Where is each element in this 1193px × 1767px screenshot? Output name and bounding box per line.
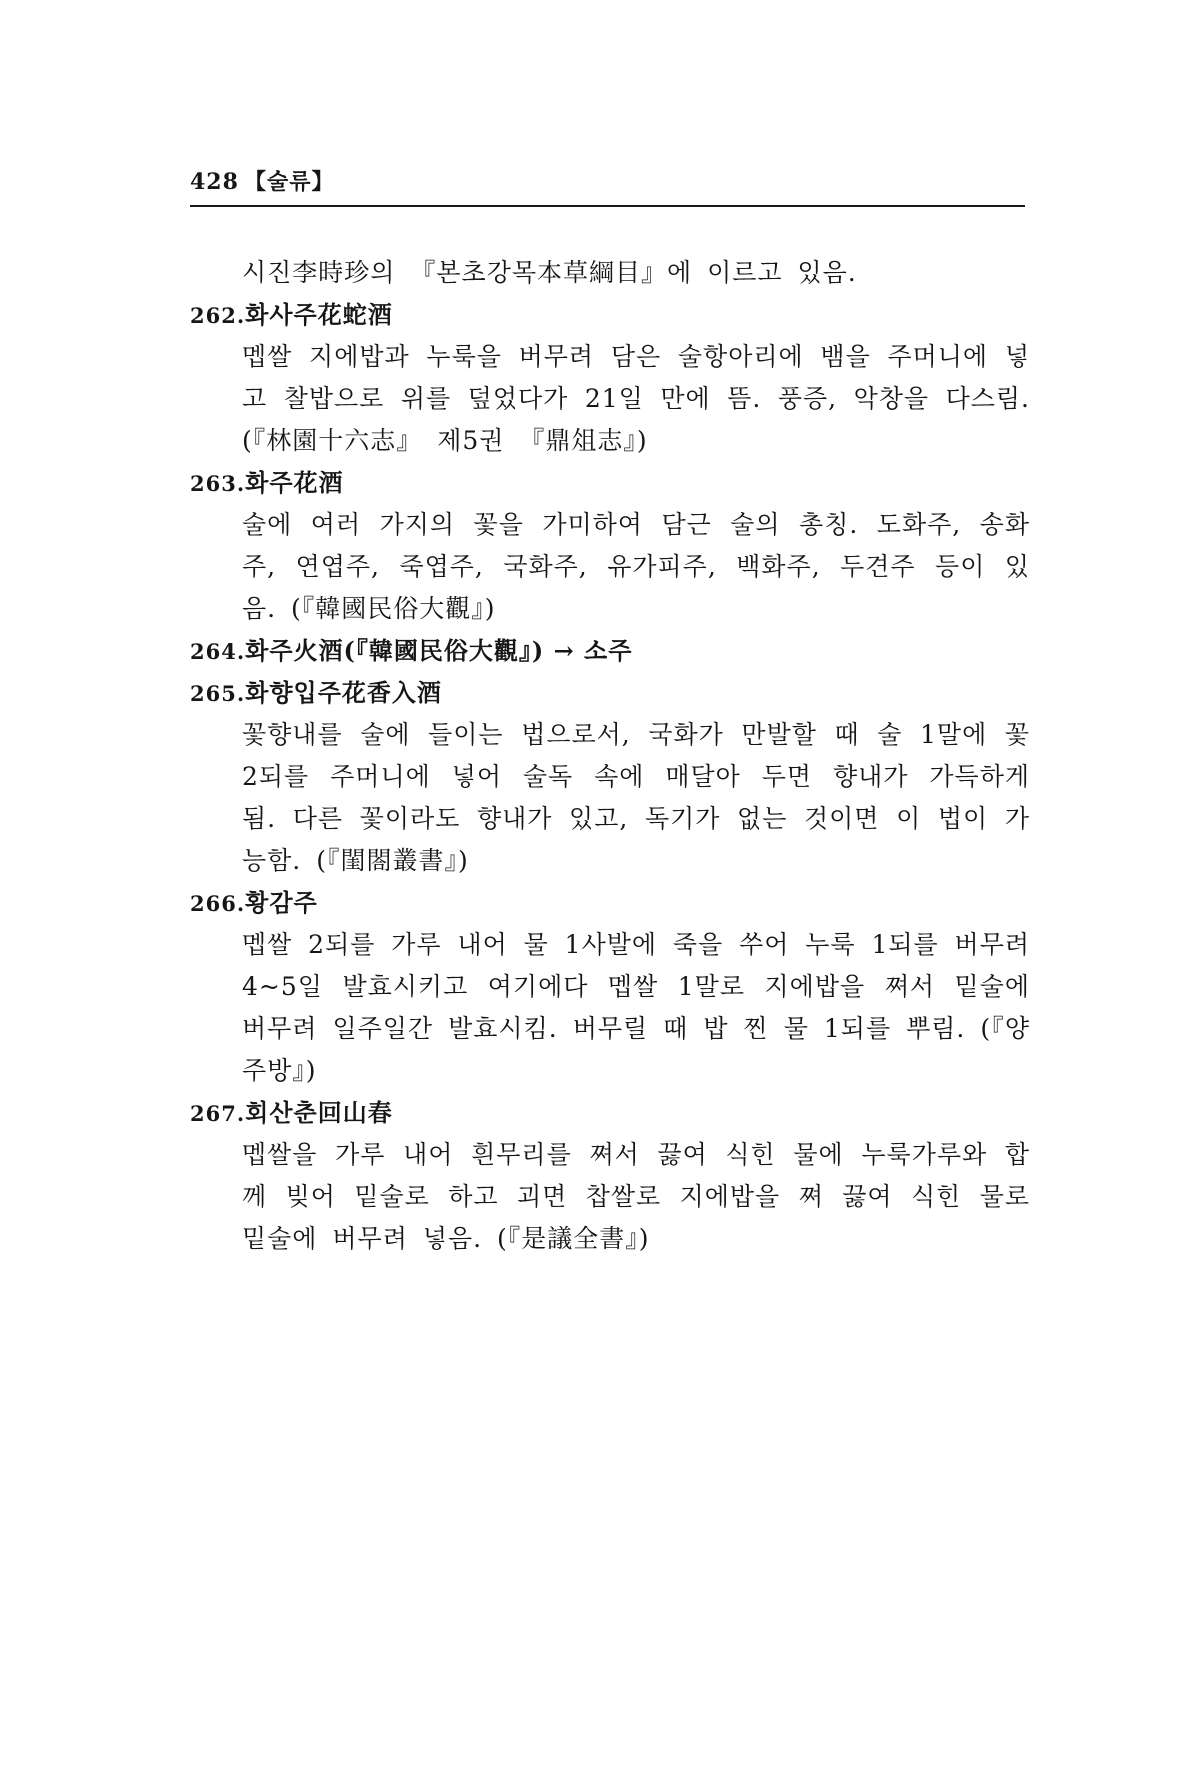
- header-rule: [190, 205, 1025, 207]
- body-text-line: 버무려 일주일간 발효시킴. 버무릴 때 밥 찐 물 1되를 뿌림. (『양: [242, 1014, 1030, 1043]
- body-text-line: 주, 연엽주, 죽엽주, 국화주, 유가피주, 백화주, 두견주 등이 있: [242, 552, 1030, 581]
- entry-heading: [190, 294, 1040, 336]
- body-text-line: 술에 여러 가지의 꽃을 가미하여 담근 술의 총칭. 도화주, 송화: [242, 510, 1030, 539]
- body-text-line: 멥쌀 지에밥과 누룩을 버무려 담은 술항아리에 뱀을 주머니에 넣: [242, 342, 1030, 371]
- entry-heading: [190, 882, 1040, 924]
- body-text-line: 능함. (『閨閤叢書』): [242, 846, 469, 875]
- entry-title: 화주火酒(『韓國民俗大觀』) → 소주: [245, 636, 633, 665]
- body-text-line: 됨. 다른 꽃이라도 향내가 있고, 독기가 없는 것이면 이 법이 가: [242, 804, 1030, 833]
- entry-heading: [190, 462, 1040, 504]
- section-title: 【술류】: [244, 169, 335, 195]
- entry-title: 황감주: [245, 888, 318, 917]
- entry-number: 266.: [190, 891, 246, 916]
- entry-title: 화주花酒: [245, 468, 344, 497]
- body-text-line: 고 찰밥으로 위를 덮었다가 21일 만에 뜸. 풍증, 악창을 다스림.: [242, 384, 1030, 413]
- entry-number: 267.: [190, 1101, 246, 1126]
- page-header: [190, 165, 1025, 209]
- entry-title: 회산춘回山春: [245, 1098, 393, 1127]
- body-text-line: 꽃향내를 술에 들이는 법으로서, 국화가 만발할 때 술 1말에 꽃: [242, 720, 1030, 749]
- entry-number: 265.: [190, 681, 246, 706]
- page-number: 428: [190, 169, 239, 195]
- entry-title: 화사주花蛇酒: [245, 300, 393, 329]
- body-text-line: 2되를 주머니에 넣어 술독 속에 매달아 두면 향내가 가득하게: [242, 762, 1030, 791]
- body-text-line: 께 빚어 밑술로 하고 괴면 찹쌀로 지에밥을 쪄 끓여 식힌 물로: [242, 1182, 1030, 1211]
- body-text-line: 음. (『韓國民俗大觀』): [242, 594, 496, 623]
- body-text-line: 멥쌀을 가루 내어 흰무리를 쪄서 끓여 식힌 물에 누룩가루와 합: [242, 1140, 1030, 1169]
- entry-heading: [190, 672, 1040, 714]
- entry-number: 264.: [190, 639, 246, 664]
- entry-heading: [190, 630, 1040, 672]
- body-text-line: 밑술에 버무려 넣음. (『是議全書』): [242, 1224, 650, 1253]
- body-text-line: 4~5일 발효시키고 여기에다 멥쌀 1말로 지에밥을 쪄서 밑술에: [242, 972, 1030, 1001]
- page-body: [190, 252, 1040, 1260]
- entry-number: 263.: [190, 471, 246, 496]
- body-text-line: 주방』): [242, 1056, 317, 1085]
- body-text-line: 멥쌀 2되를 가루 내어 물 1사발에 죽을 쑤어 누룩 1되를 버무려: [242, 930, 1030, 959]
- entry-title: 화향입주花香入酒: [245, 678, 442, 707]
- body-text-line: (『林園十六志』 제5권 『鼎俎志』): [242, 426, 648, 455]
- entry-number: 262.: [190, 303, 246, 328]
- entry-heading: [190, 1092, 1040, 1134]
- body-text-line: 시진李時珍의 『본초강목本草綱目』에 이르고 있음.: [242, 258, 857, 287]
